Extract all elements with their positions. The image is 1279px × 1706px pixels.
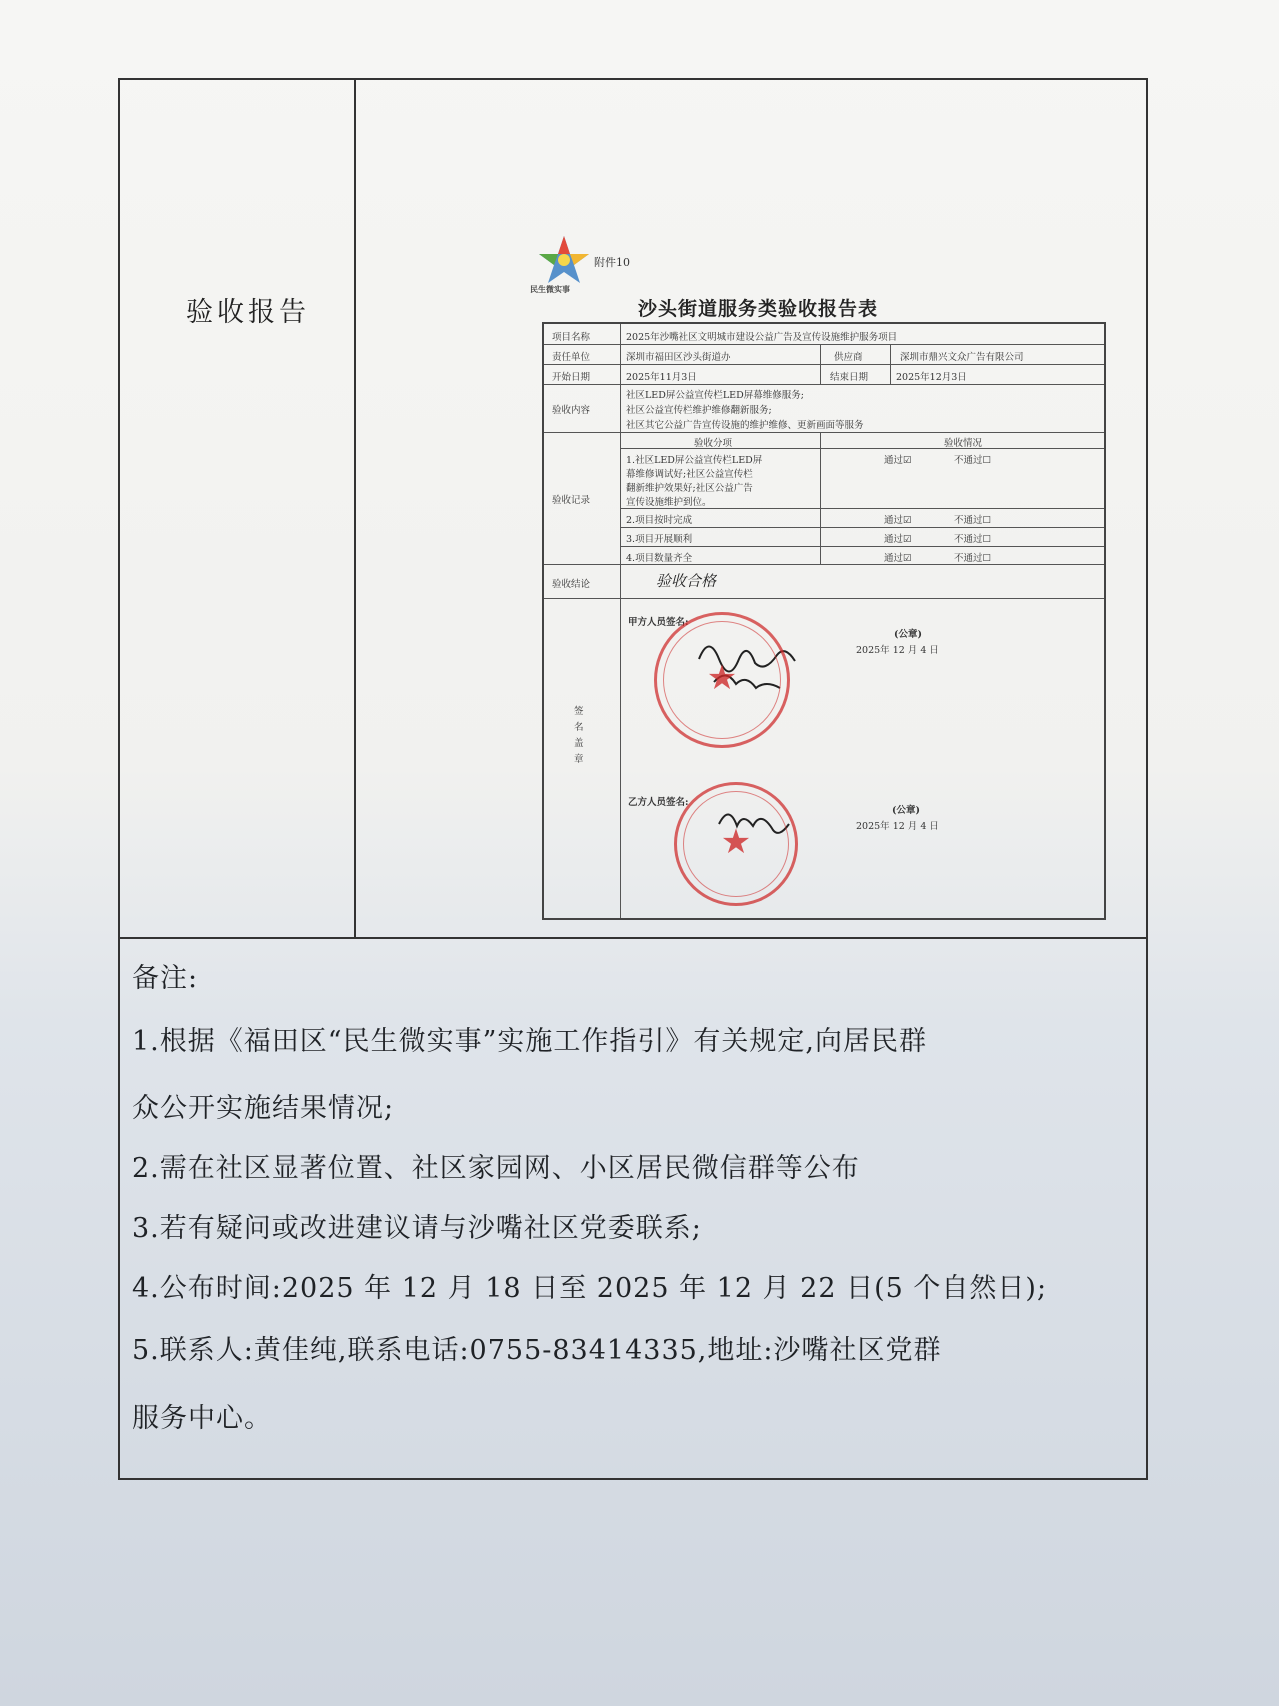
record-item-line: 3.项目开展顺利: [626, 534, 693, 545]
record-item-line: 宣传设施维护到位。: [626, 497, 712, 508]
party-b-official-seal: [674, 782, 798, 906]
row-divider: [118, 937, 1148, 939]
logo-icon: [534, 232, 594, 288]
note-line: 2.需在社区显著位置、社区家园网、小区居民微信群等公布: [132, 1153, 860, 1184]
responsible-label: 责任单位: [552, 352, 591, 363]
record-item-line: 4.项目数量齐全: [626, 553, 693, 564]
form-line: [544, 564, 1104, 565]
content-line: 社区其它公益广告宣传设施的维护维修、更新画面等服务: [626, 420, 864, 431]
form-line: [544, 344, 1104, 345]
acceptance-report-label: 验收报告: [186, 297, 310, 328]
end-date-label: 结束日期: [830, 372, 869, 383]
pass-checkbox: 通过☑: [884, 534, 912, 545]
form-line: [820, 344, 821, 384]
form-line: [820, 432, 821, 564]
note-line: 服务中心。: [132, 1403, 272, 1434]
responsible-unit: 深圳市福田区沙头街道办: [626, 352, 731, 363]
party-b-seal-label: (公章): [892, 805, 920, 816]
annex-label: 附件10: [594, 256, 630, 269]
note-line: 众公开实施结果情况;: [132, 1093, 395, 1124]
party-b-date: 2025年 12 月 4 日: [856, 821, 939, 832]
content-line: 社区LED屏公益宣传栏LED屏幕维修服务;: [626, 390, 804, 401]
party-a-label: 甲方人员签名:: [628, 617, 689, 628]
start-date: 2025年11月3日: [626, 372, 697, 383]
conclusion-label: 验收结论: [552, 579, 591, 590]
form-line: [620, 527, 1104, 528]
party-a-date: 2025年 12 月 4 日: [856, 645, 939, 656]
fail-checkbox: 不通过☐: [954, 455, 992, 466]
record-status-header: 验收情况: [944, 438, 983, 449]
fail-checkbox: 不通过☐: [954, 534, 992, 545]
record-item-line: 1.社区LED屏公益宣传栏LED屏: [626, 455, 763, 466]
note-line: 4.公布时间:2025 年 12 月 18 日至 2025 年 12 月 22 日(5 个自然日);: [132, 1273, 1048, 1304]
party-a-seal-label: (公章): [894, 629, 922, 640]
form-line: [620, 546, 1104, 547]
form-line: [890, 344, 891, 384]
record-item-line: 幕维修调试好;社区公益宣传栏: [626, 469, 753, 480]
supplier: 深圳市鼎兴文众广告有限公司: [900, 352, 1024, 363]
party-b-label: 乙方人员签名:: [628, 797, 689, 808]
notes-heading: 备注:: [132, 963, 199, 994]
note-line: 5.联系人:黄佳纯,联系电话:0755-83414335,地址:沙嘴社区党群: [132, 1335, 942, 1366]
note-line: 1.根据《福田区“民生微实事”实施工作指引》有关规定,向居民群: [132, 1026, 927, 1057]
column-divider: [354, 78, 356, 937]
content-label: 验收内容: [552, 405, 591, 416]
pass-checkbox: 通过☑: [884, 455, 912, 466]
supplier-label: 供应商: [834, 352, 863, 363]
fail-checkbox: 不通过☐: [954, 553, 992, 564]
note-line: 3.若有疑问或改进建议请与沙嘴社区党委联系;: [132, 1213, 702, 1244]
start-date-label: 开始日期: [552, 372, 591, 383]
form-line: [544, 364, 1104, 365]
record-item-line: 2.项目按时完成: [626, 515, 693, 526]
conclusion-handwriting: 验收合格: [656, 572, 717, 590]
star-icon: ★: [706, 658, 738, 698]
record-label: 验收记录: [552, 495, 591, 506]
acceptance-form-table: [542, 322, 1106, 920]
pass-checkbox: 通过☑: [884, 515, 912, 526]
form-line: [544, 384, 1104, 385]
project-name: 2025年沙嘴社区文明城市建设公益广告及宣传设施维护服务项目: [626, 332, 898, 343]
form-line: [620, 448, 1104, 449]
logo-text: 民生微实事: [530, 284, 570, 294]
project-name-label: 项目名称: [552, 332, 591, 343]
form-line: [544, 598, 1104, 599]
acceptance-form-image: [478, 228, 1118, 920]
record-item-line: 翻新维护效果好;社区公益广告: [626, 483, 753, 494]
party-a-official-seal: [654, 612, 790, 748]
content-line: 社区公益宣传栏维护维修翻新服务;: [626, 405, 772, 416]
form-line: [544, 432, 1104, 433]
record-item-header: 验收分项: [694, 438, 733, 449]
pass-checkbox: 通过☑: [884, 553, 912, 564]
form-title: 沙头街道服务类验收报告表: [638, 298, 879, 320]
star-icon: ★: [720, 822, 752, 862]
end-date: 2025年12月3日: [896, 372, 967, 383]
form-line: [620, 508, 1104, 509]
form-line: [620, 324, 621, 918]
signature-label: 签名盖章: [574, 706, 584, 765]
fail-checkbox: 不通过☐: [954, 515, 992, 526]
outer-table: [118, 78, 1148, 1480]
